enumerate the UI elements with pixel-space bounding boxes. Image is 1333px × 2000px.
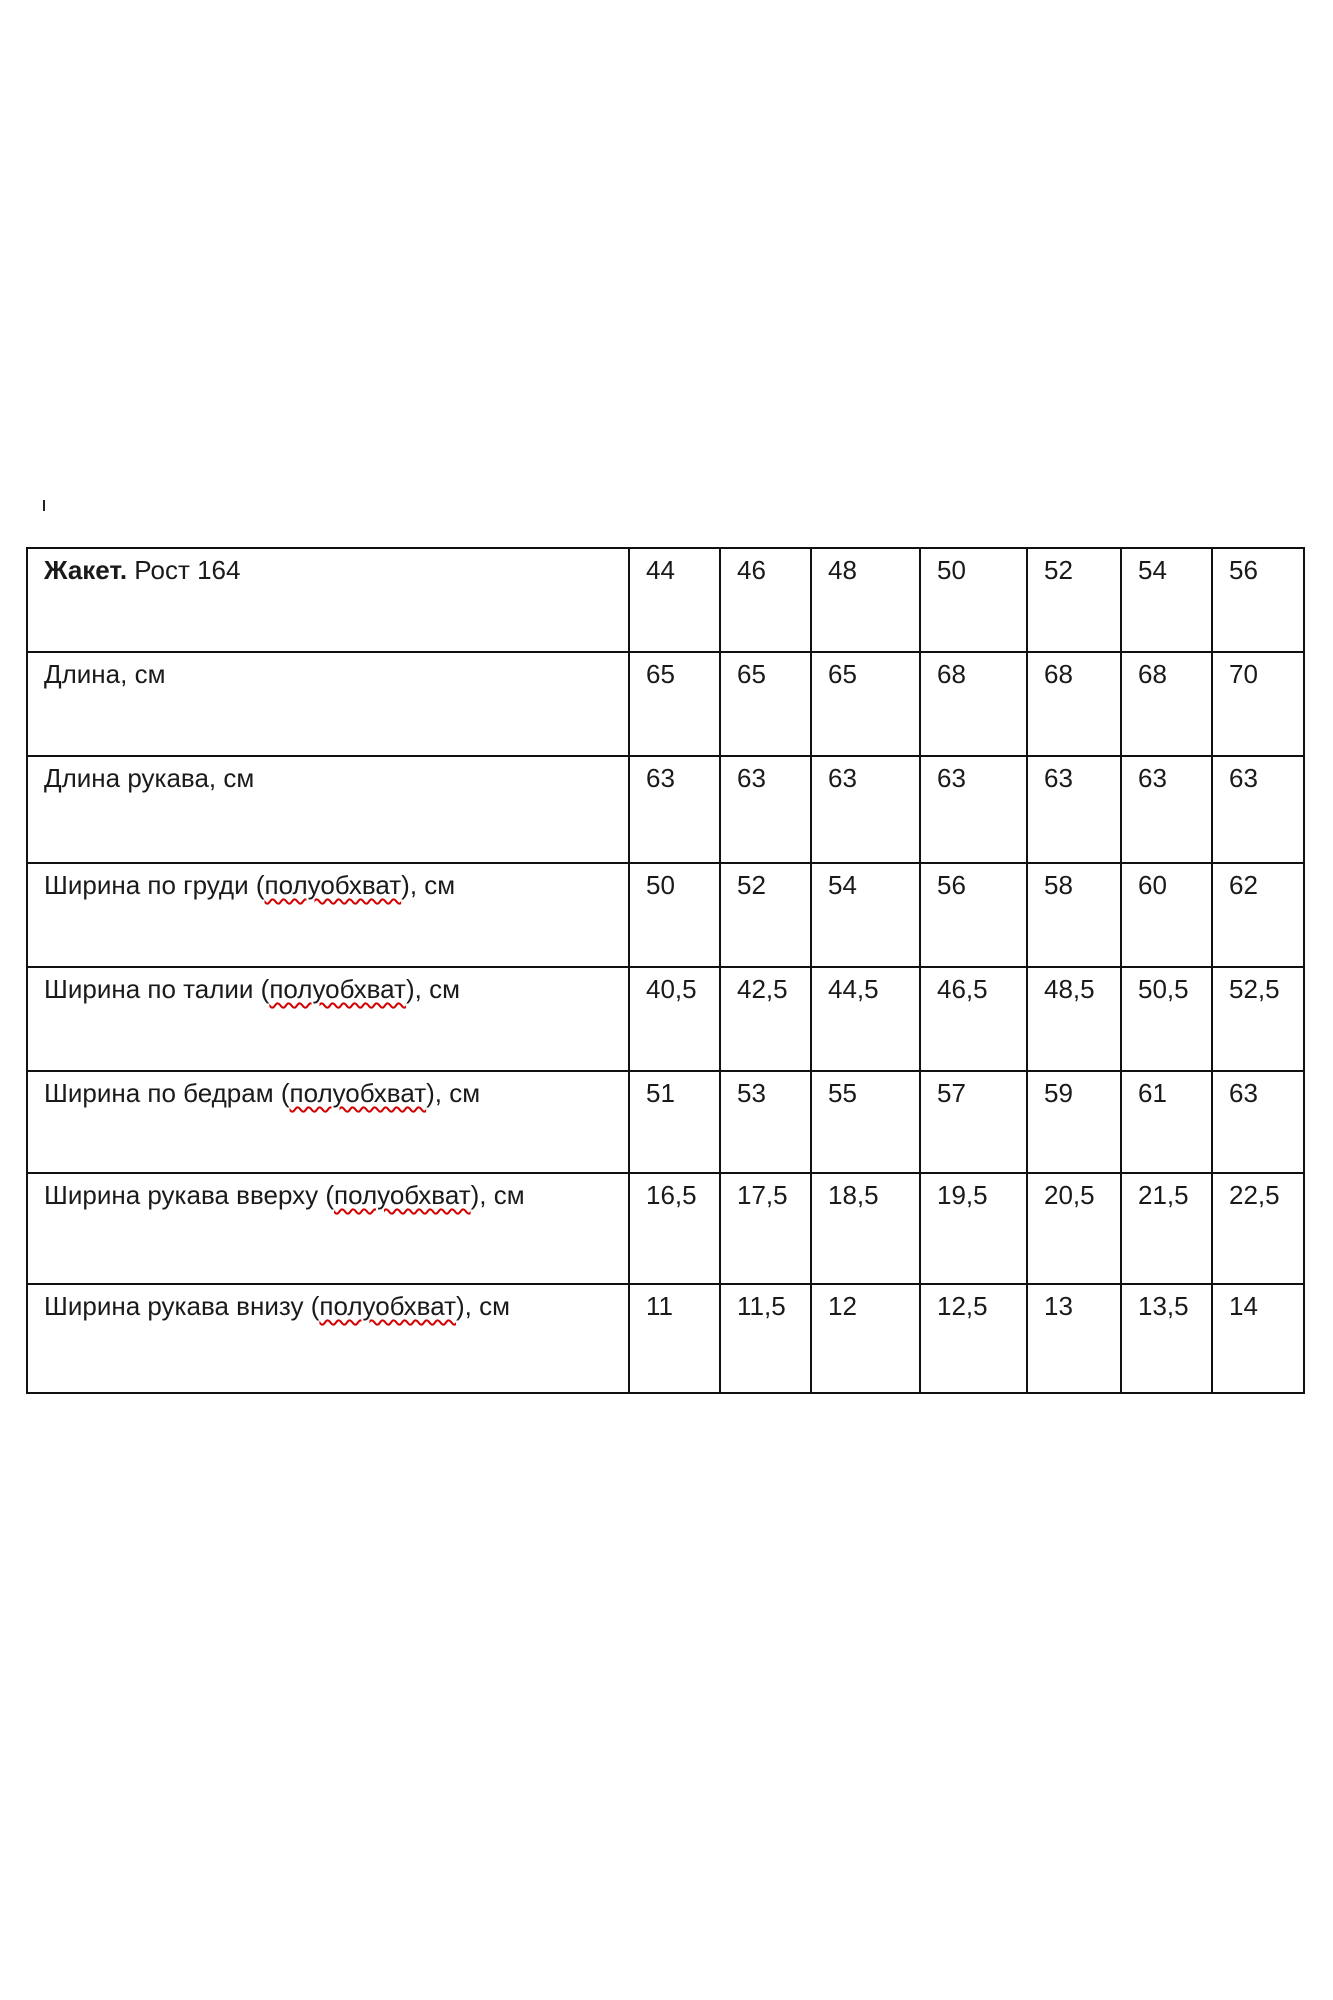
measurement-value-cell: 63 — [1212, 756, 1304, 863]
size-header-cell: 48 — [811, 548, 920, 652]
spellcheck-flagged-word: полуобхват — [264, 870, 402, 900]
measurement-value-cell: 11,5 — [720, 1284, 811, 1393]
spellcheck-flagged-word: полуобхват — [289, 1078, 427, 1108]
measurement-value-cell: 63 — [1027, 756, 1121, 863]
measurement-value-cell: 55 — [811, 1071, 920, 1173]
measurement-value-cell: 52,5 — [1212, 967, 1304, 1071]
measurement-value-cell: 63 — [920, 756, 1027, 863]
measurement-value-cell: 50,5 — [1121, 967, 1212, 1071]
size-chart-table — [26, 547, 1305, 1394]
measurement-value-cell: 22,5 — [1212, 1173, 1304, 1284]
table-row — [27, 967, 1304, 1071]
measurement-value-cell: 65 — [629, 652, 720, 756]
measurement-value-cell: 70 — [1212, 652, 1304, 756]
measurement-label-cell: Ширина рукава внизу (полуобхват), см — [27, 1284, 629, 1393]
table-row — [27, 652, 1304, 756]
table-row — [27, 756, 1304, 863]
measurement-value-cell: 63 — [1121, 756, 1212, 863]
table-header-row — [27, 548, 1304, 652]
table-row — [27, 1284, 1304, 1393]
size-header-cell: 52 — [1027, 548, 1121, 652]
measurement-value-cell: 60 — [1121, 863, 1212, 967]
measurement-value-cell: 59 — [1027, 1071, 1121, 1173]
measurement-value-cell: 63 — [629, 756, 720, 863]
measurement-value-cell: 63 — [811, 756, 920, 863]
size-header-cell: 54 — [1121, 548, 1212, 652]
measurement-value-cell: 21,5 — [1121, 1173, 1212, 1284]
measurement-value-cell: 51 — [629, 1071, 720, 1173]
measurement-value-cell: 63 — [1212, 1071, 1304, 1173]
measurement-value-cell: 68 — [1121, 652, 1212, 756]
size-header-cell: 56 — [1212, 548, 1304, 652]
measurement-value-cell: 65 — [720, 652, 811, 756]
measurement-value-cell: 48,5 — [1027, 967, 1121, 1071]
measurement-label-cell: Длина, см — [27, 652, 629, 756]
measurement-value-cell: 16,5 — [629, 1173, 720, 1284]
measurement-value-cell: 56 — [920, 863, 1027, 967]
spellcheck-flagged-word: полуобхват — [334, 1180, 471, 1210]
measurement-value-cell: 62 — [1212, 863, 1304, 967]
measurement-value-cell: 11 — [629, 1284, 720, 1393]
spellcheck-flagged-word: полуобхват — [319, 1291, 457, 1321]
measurement-value-cell: 19,5 — [920, 1173, 1027, 1284]
measurement-value-cell: 44,5 — [811, 967, 920, 1071]
header-label-cell — [27, 548, 629, 652]
measurement-label-cell: Ширина по груди (полуобхват), см — [27, 863, 629, 967]
text-cursor-mark — [43, 500, 45, 511]
measurement-value-cell: 68 — [1027, 652, 1121, 756]
measurement-value-cell: 18,5 — [811, 1173, 920, 1284]
measurement-value-cell: 54 — [811, 863, 920, 967]
measurement-value-cell: 57 — [920, 1071, 1027, 1173]
table-row — [27, 1071, 1304, 1173]
height-label: Рост 164 — [127, 555, 241, 585]
measurement-value-cell: 58 — [1027, 863, 1121, 967]
measurement-value-cell: 17,5 — [720, 1173, 811, 1284]
size-header-cell: 46 — [720, 548, 811, 652]
measurement-value-cell: 13 — [1027, 1284, 1121, 1393]
measurement-label-cell: Ширина по бедрам (полуобхват), см — [27, 1071, 629, 1173]
measurement-value-cell: 63 — [720, 756, 811, 863]
measurement-value-cell: 14 — [1212, 1284, 1304, 1393]
spellcheck-flagged-word: полуобхват — [269, 974, 406, 1004]
measurement-value-cell: 40,5 — [629, 967, 720, 1071]
measurement-value-cell: 46,5 — [920, 967, 1027, 1071]
measurement-label-cell: Ширина по талии (полуобхват), см — [27, 967, 629, 1071]
measurement-value-cell: 12 — [811, 1284, 920, 1393]
measurement-value-cell: 68 — [920, 652, 1027, 756]
measurement-value-cell: 52 — [720, 863, 811, 967]
measurement-label-cell: Ширина рукава вверху (полуобхват), см — [27, 1173, 629, 1284]
measurement-value-cell: 50 — [629, 863, 720, 967]
measurement-label-cell: Длина рукава, см — [27, 756, 629, 863]
measurement-value-cell: 42,5 — [720, 967, 811, 1071]
measurement-value-cell: 65 — [811, 652, 920, 756]
measurement-value-cell: 12,5 — [920, 1284, 1027, 1393]
measurement-value-cell: 53 — [720, 1071, 811, 1173]
table-row — [27, 1173, 1304, 1284]
measurement-value-cell: 13,5 — [1121, 1284, 1212, 1393]
measurement-value-cell: 61 — [1121, 1071, 1212, 1173]
size-header-cell: 44 — [629, 548, 720, 652]
table-row — [27, 863, 1304, 967]
measurement-value-cell: 20,5 — [1027, 1173, 1121, 1284]
size-header-cell: 50 — [920, 548, 1027, 652]
product-name: Жакет. — [44, 555, 128, 585]
